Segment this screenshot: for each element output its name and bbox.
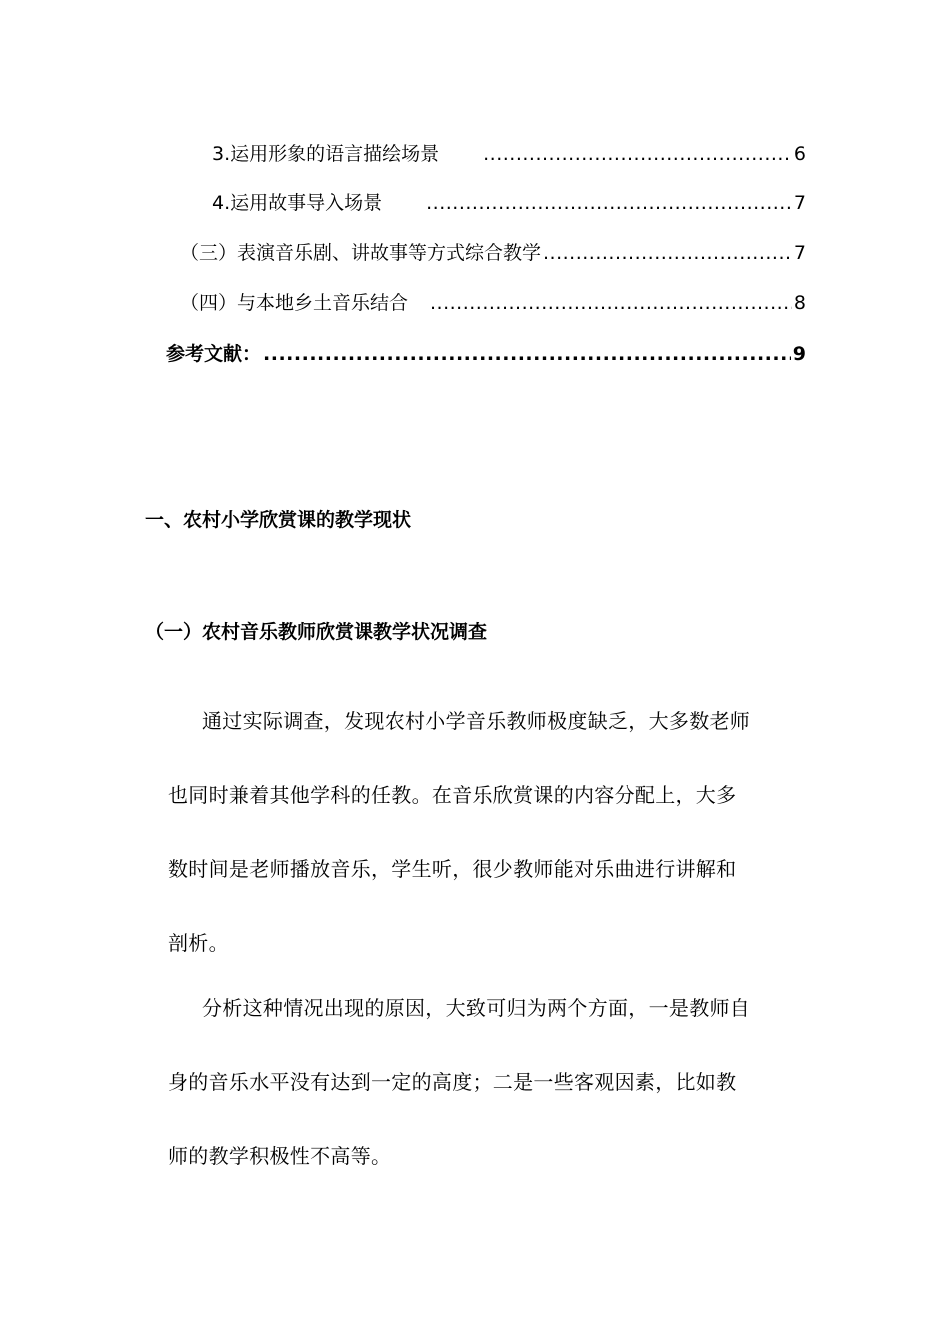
section-title: 一、农村小学欣赏课的教学现状 <box>145 509 412 531</box>
toc-entry[interactable] <box>180 238 806 265</box>
toc-leader-dots <box>543 242 792 264</box>
paragraph-line: 也同时兼着其他学科的任教。在音乐欣赏课的内容分配上，大多 <box>168 783 737 807</box>
toc-entry-label: 参考文献： <box>166 343 262 365</box>
paragraph-line: 数时间是老师播放音乐，学生听，很少教师能对乐曲进行讲解和 <box>168 857 737 881</box>
toc-leader-dots <box>426 192 792 214</box>
subsection-title: （一）农村音乐教师欣赏课教学状况调查 <box>145 621 488 643</box>
toc-entry[interactable] <box>180 288 806 315</box>
paragraph-line: 剖析。 <box>168 931 229 955</box>
toc-leader-dots <box>430 292 792 314</box>
toc-entry-label: 4.运用故事导入场景 <box>212 192 383 214</box>
paragraph-line: 分析这种情况出现的原因，大致可归为两个方面，一是教师自 <box>202 996 751 1020</box>
toc-page-number: 6 <box>793 143 806 165</box>
toc-entry-label: （四）与本地乡土音乐结合 <box>180 292 409 314</box>
toc-entry-label: 3.运用形象的语言描绘场景 <box>212 143 440 165</box>
toc-leader-dots <box>483 143 792 165</box>
toc-entry[interactable] <box>212 139 806 166</box>
paragraph-line: 师的教学积极性不高等。 <box>168 1144 392 1168</box>
paragraph-line: 身的音乐水平没有达到一定的高度；二是一些客观因素，比如教 <box>168 1070 737 1094</box>
toc-page-number: 9 <box>792 343 806 365</box>
toc-page-number: 7 <box>793 242 806 264</box>
paragraph-line: 通过实际调查，发现农村小学音乐教师极度缺乏，大多数老师 <box>202 709 751 733</box>
toc-page-number: 7 <box>793 192 806 214</box>
toc-leader-dots <box>263 343 791 365</box>
toc-page-number: 8 <box>793 292 806 314</box>
toc-entry-label: （三）表演音乐剧、讲故事等方式综合教学 <box>180 242 542 264</box>
toc-entry-references[interactable] <box>166 339 806 366</box>
toc-entry[interactable] <box>212 188 806 215</box>
